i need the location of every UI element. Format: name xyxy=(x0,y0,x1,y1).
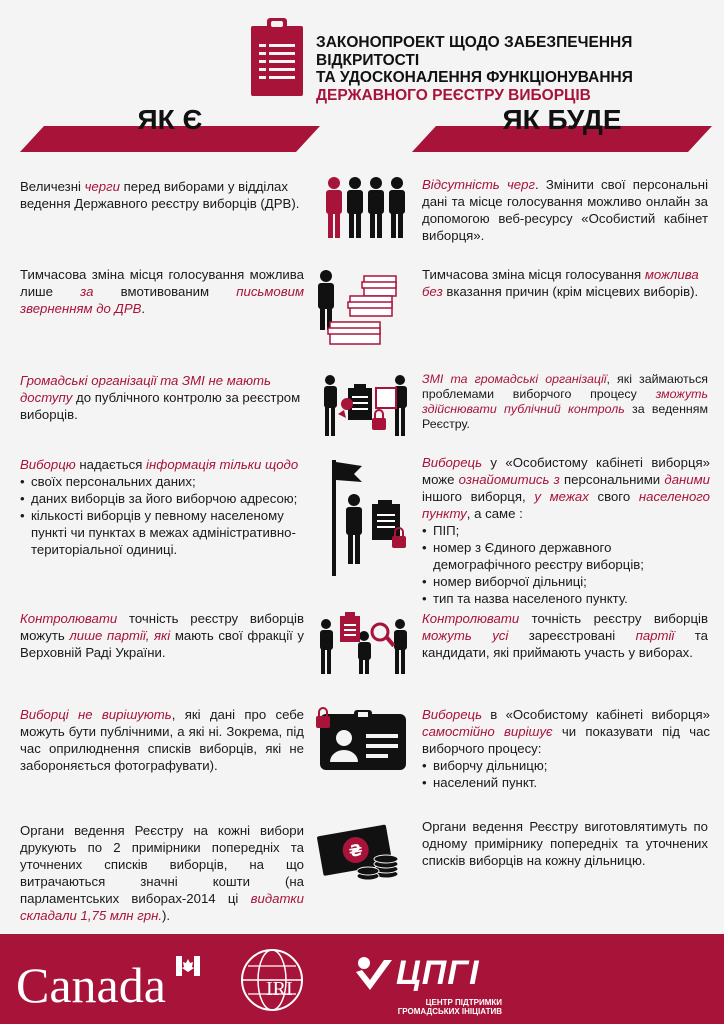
row-7-future: Органи ведення Реєстру виготовлятимуть по одному примірнику попередніх та уточнених списків виборців на кожну дільницю. xyxy=(422,819,708,868)
cpgi-logo xyxy=(354,954,502,1016)
title-line-3: ДЕРЖАВНОГО РЕЄСТРУ ВИБОРЦІВ xyxy=(316,86,591,104)
canada-flag-icon xyxy=(176,956,200,976)
party-control-icon xyxy=(316,606,412,678)
list-item: • кількості виборців у певному населеному пункті чи пунктах в межах адміністративно-територіальної одиниці. xyxy=(20,507,312,558)
row-3-future: ЗМІ та громадські організації, які займаються проблемами виборчого процесу зможуть здійснювати публічний контроль за веденням Реєстру. xyxy=(422,372,709,431)
list-item: • виборчу дільницю; xyxy=(422,757,710,774)
list-item: • номер виборчої дільниці; xyxy=(422,573,710,590)
hryvnia-symbol: ₴ xyxy=(347,839,365,862)
row-1-future: Відсутність черг. Змінити свої персональні дані та місце голосування можливо онлайн за допомогою веб-ресурсу «Особистий кабінет виборця». xyxy=(422,177,708,243)
list-item: • населений пункт. xyxy=(422,774,710,791)
iri-logo: IRI xyxy=(266,978,293,1000)
list-item: • своїх персональних даних; xyxy=(20,473,312,490)
queue-icon xyxy=(322,176,412,240)
row-5-future: Контролювати точність реєстру виборців можуть усі зареєстровані партії та кандидати, які приймають участь у виборах. xyxy=(422,611,708,660)
row-7-current: Органи ведення Реєстру на кожні вибори друкують по 2 примірники попередніх та уточнених списків виборців, на що витрачаються значні кошти (на парламентських виборах-2014 ці видатки складали 1,75 млн грн.). xyxy=(20,823,304,923)
paper-stacks-icon xyxy=(316,268,402,356)
title-line-1: ЗАКОНОПРОЕКТ ЩОДО ЗАБЕЗПЕЧЕННЯ ВІДКРИТОСТІ xyxy=(316,34,633,69)
row-2-current: Тимчасова зміна місця голосування можлива лише за вмотивованим письмовим зверненням до ДРВ. xyxy=(20,267,304,316)
clipboard-icon xyxy=(251,18,303,96)
list-item: • тип та назва населеного пункту. xyxy=(422,590,710,607)
row-2-future: Тимчасова зміна місця голосування можлива без вказання причин (крім місцевих виборів). xyxy=(422,267,699,299)
bullet-list xyxy=(20,473,312,558)
list-item: • даних виборців за його виборчою адресою; xyxy=(20,490,312,507)
canada-logo: Canada xyxy=(16,957,166,1013)
row-4-current: Виборцю надається інформація тільки щодо • своїх персональних даних; • даних виборців за його виборчою адресою; • кількості виборців у певному населеному пункті чи пунктах в межах адміністративно-територіальної одиниці. xyxy=(20,456,312,558)
list-item: • ПІП; xyxy=(422,522,710,539)
row-3-current: Громадські організації та ЗМІ не мають доступу до публічного контролю за реєстром виборців. xyxy=(20,373,301,422)
page-title xyxy=(316,34,716,104)
row-6-future: Виборець в «Особистому кабінеті виборця» самостійно вирішує чи показувати під час виборчого процесу: • виборчу дільницю; • населений пункт. xyxy=(422,706,710,791)
bullet-list xyxy=(422,522,710,607)
row-1-current: Величезні черги перед виборами у відділах ведення Державного реєстру виборців (ДРВ). xyxy=(20,179,300,211)
cpgi-subtitle: ЦЕНТР ПІДТРИМКИ ГРОМАДСЬКИХ ІНІЦІАТИВ xyxy=(397,998,502,1016)
column-header-future xyxy=(412,100,712,154)
money-icon xyxy=(316,822,408,882)
flag-voter-icon xyxy=(322,458,414,578)
row-6-current: Виборці не вирішують, які дані про себе можуть бути публічними, а які ні. Зокрема, під час оприлюднення списків виборців, які не забороняється фотографувати). xyxy=(20,707,304,773)
bullet-list xyxy=(422,757,710,791)
column-header-label: ЯК БУДЕ xyxy=(502,104,622,135)
row-4-future: Виборець у «Особистому кабінеті виборця» може ознайомитись з персональними даними іншого виборця, у межах свого населеного пункту, а саме : • ПІП; • номер з Єдиного державного демографічного реєстру виборців; • номер виборчої дільниці; • тип та назва населеного пункту. xyxy=(422,454,710,607)
public-control-icon xyxy=(320,374,412,440)
column-header-label: ЯК Є xyxy=(137,104,203,135)
row-5-current: Контролювати точність реєстру виборців можуть лише партії, які мають свої фракції у Верховній Раді України. xyxy=(20,611,304,660)
title-line-2: ТА УДОСКОНАЛЕННЯ ФУНКЦІОНУВАННЯ xyxy=(316,69,633,86)
id-card-icon xyxy=(316,706,408,772)
column-header-current xyxy=(20,100,320,154)
cpgi-name: ЦПГІ xyxy=(396,954,480,992)
check-person-icon xyxy=(354,956,394,994)
list-item: • номер з Єдиного державного демографічного реєстру виборців; xyxy=(422,539,710,573)
